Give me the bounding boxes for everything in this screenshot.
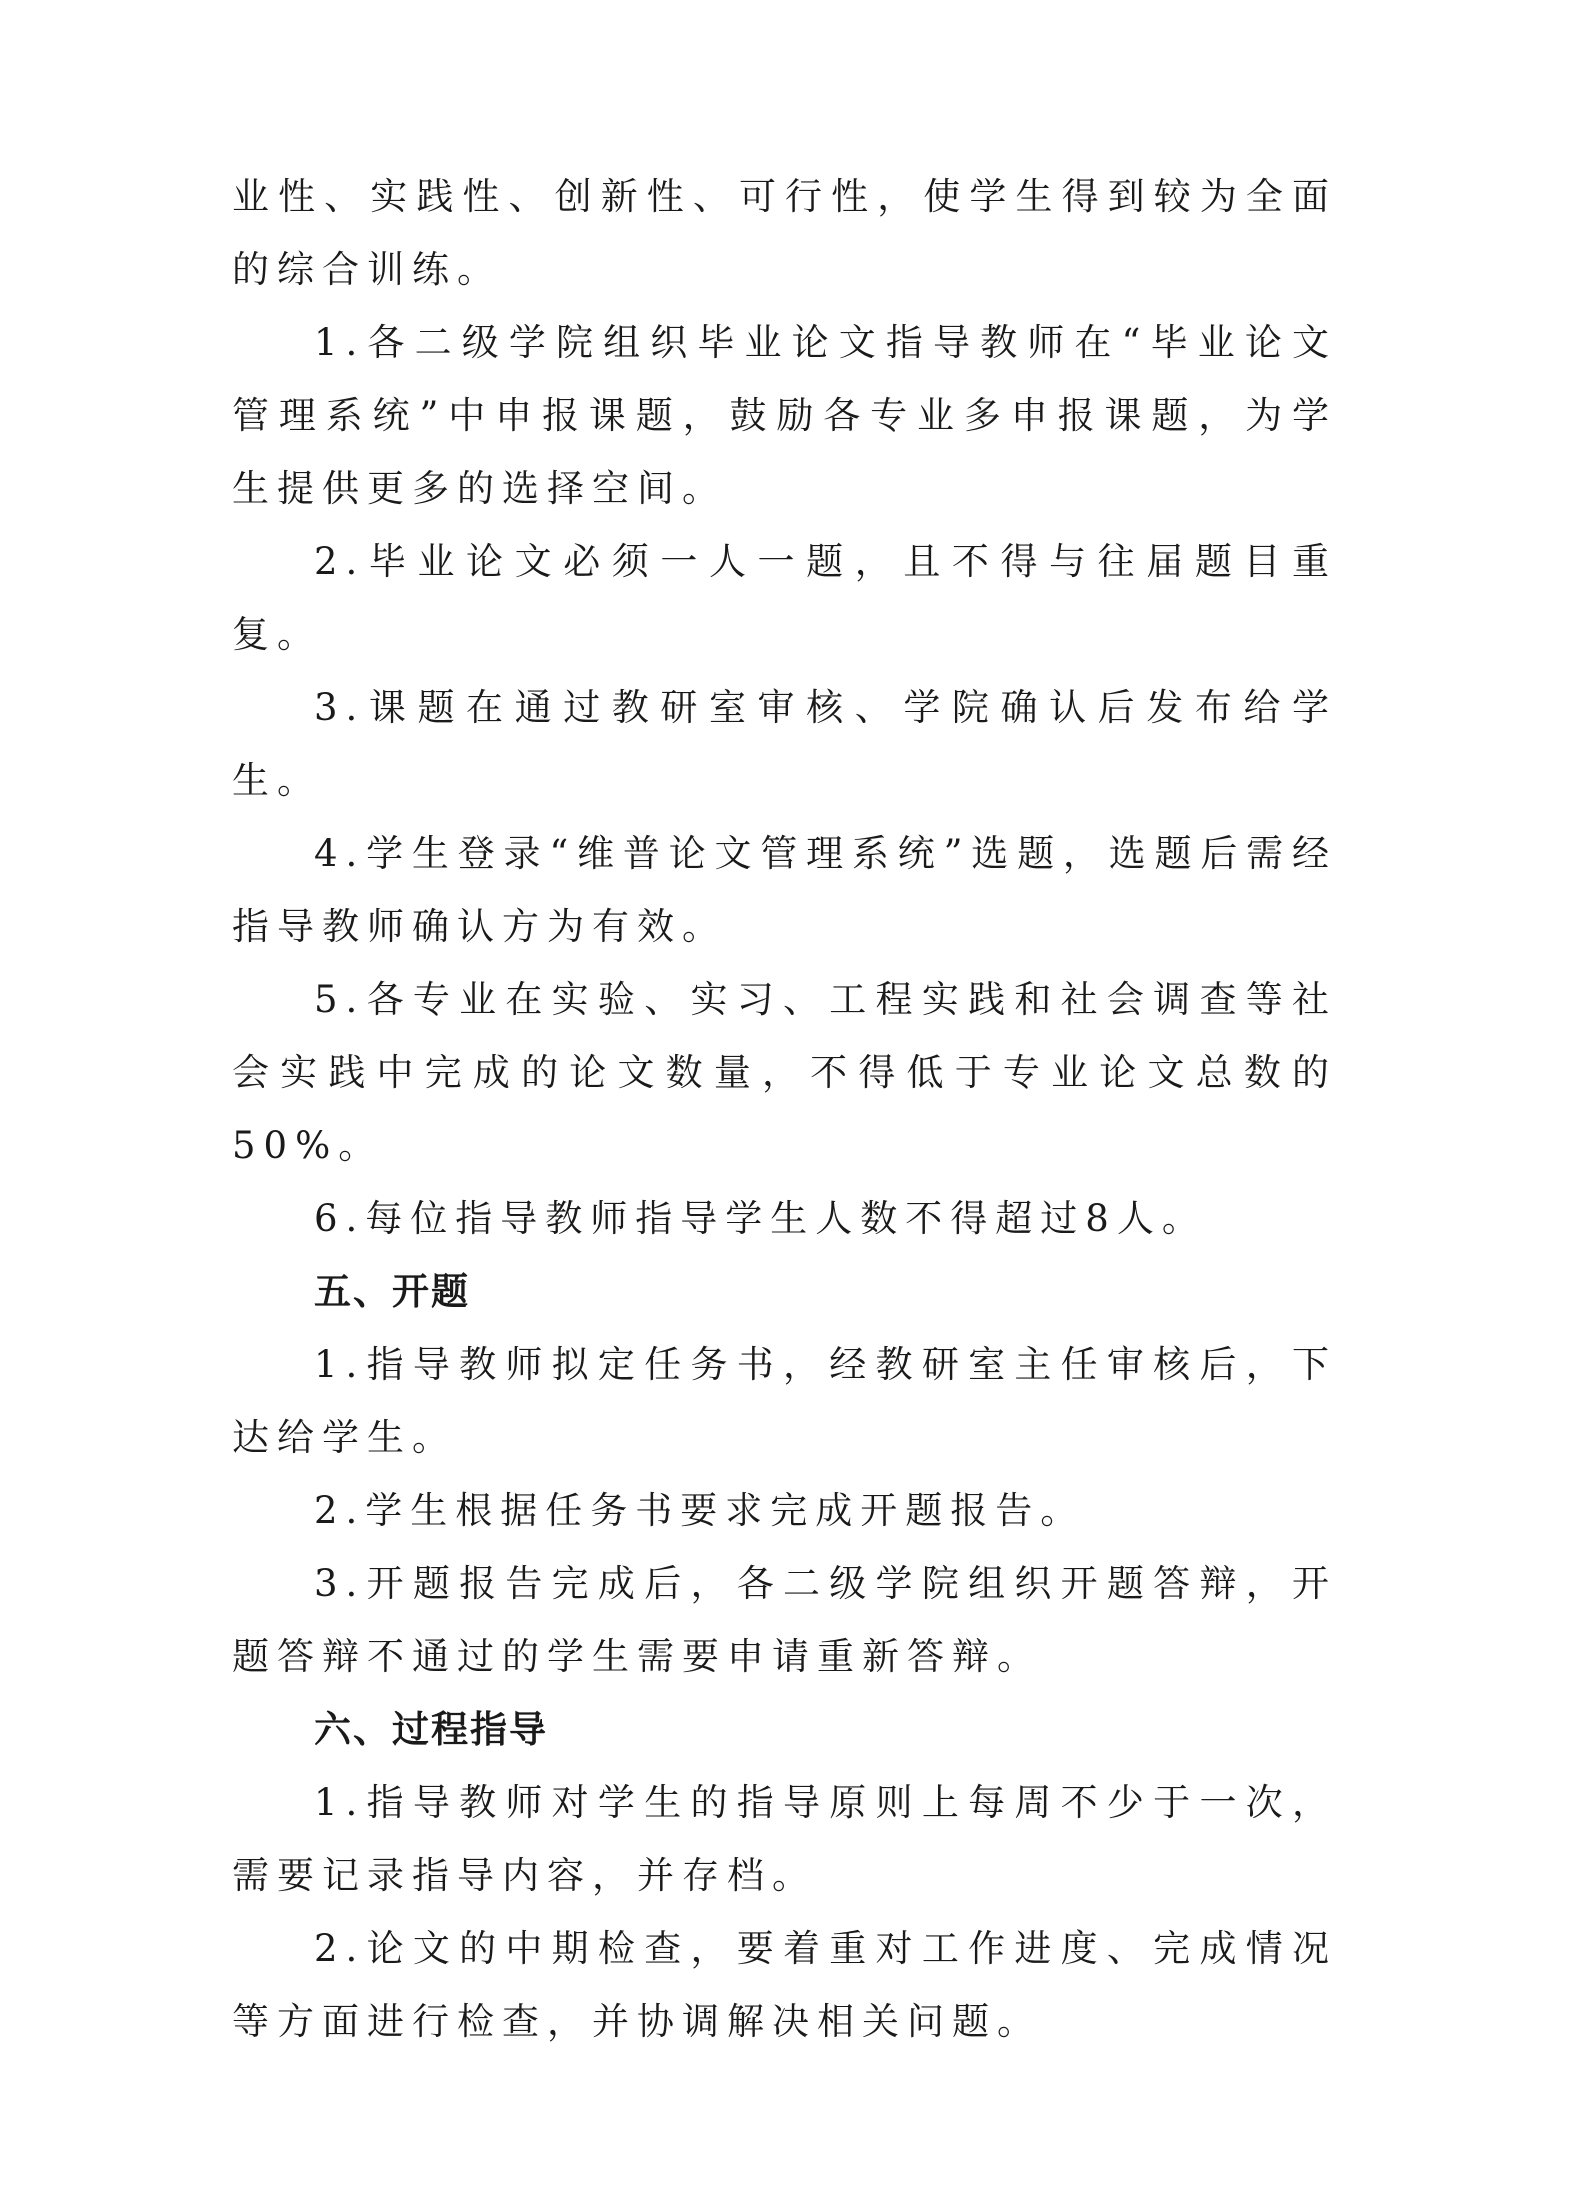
topic-item-3: 3.课题在通过教研室审核、学院确认后发布给学生。 xyxy=(232,686,1337,802)
topic-item-2: 2.毕业论文必须一人一题，且不得与往届题目重复。 xyxy=(232,540,1337,656)
opening-item-1: 1.指导教师拟定任务书，经教研室主任审核后，下达给学生。 xyxy=(232,1343,1337,1459)
guidance-item-2: 2.论文的中期检查，要着重对工作进度、完成情况等方面进行检查，并协调解决相关问题。 xyxy=(232,1927,1337,2043)
topic-item-1: 1.各二级学院组织毕业论文指导教师在“毕业论文管理系统”中申报课题，鼓励各专业多申报课题，为学生提供更多的选择空间。 xyxy=(232,321,1337,510)
opening-item-3: 3.开题报告完成后，各二级学院组织开题答辩，开题答辩不通过的学生需要申请重新答辩。 xyxy=(232,1562,1337,1678)
document-page xyxy=(232,160,1337,2058)
section-heading-guidance: 六、过程指导 xyxy=(314,1708,548,1751)
paragraph-continuation: 业性、实践性、创新性、可行性，使学生得到较为全面的综合训练。 xyxy=(232,175,1337,291)
topic-item-5: 5.各专业在实验、实习、工程实践和社会调查等社会实践中完成的论文数量，不得低于专业论文总数的50%。 xyxy=(232,978,1337,1167)
section-heading-opening: 五、开题 xyxy=(314,1270,470,1313)
opening-item-2: 2.学生根据任务书要求完成开题报告。 xyxy=(314,1489,1086,1532)
topic-item-4: 4.学生登录“维普论文管理系统”选题，选题后需经指导教师确认方为有效。 xyxy=(232,832,1337,948)
topic-item-6: 6.每位指导教师指导学生人数不得超过8人。 xyxy=(314,1197,1207,1240)
guidance-item-1: 1.指导教师对学生的指导原则上每周不少于一次，需要记录指导内容，并存档。 xyxy=(232,1781,1337,1897)
